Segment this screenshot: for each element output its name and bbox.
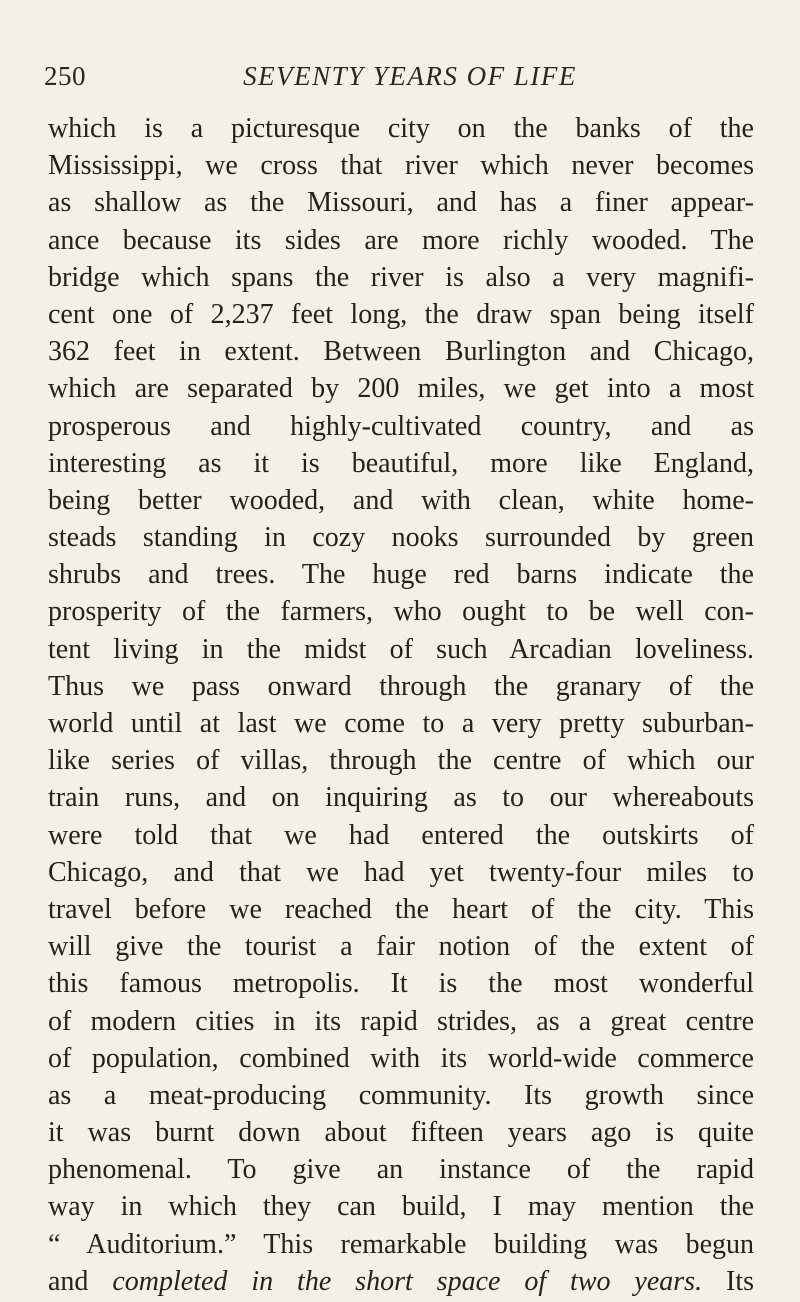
- text-line: like series of villas, through the centre of which our: [48, 745, 754, 777]
- text-line: it was burnt down about fifteen years ago is quite: [48, 1117, 754, 1149]
- text-line: phenomenal. To give an instance of the rapid: [48, 1154, 754, 1186]
- running-title: SEVENTY YEARS OF LIFE: [243, 61, 577, 91]
- text-line: as a meat-producing community. Its growth since: [48, 1079, 754, 1111]
- body-text: [48, 110, 754, 1300]
- text-line: of modern cities in its rapid strides, as a great centre: [48, 1005, 754, 1037]
- text-line: “ Auditorium.” This remarkable building was begun: [48, 1228, 754, 1260]
- text-line: cent one of 2,237 feet long, the draw span being itself: [48, 298, 754, 330]
- last-line-suffix: Its: [726, 1265, 754, 1297]
- text-line: 362 feet in extent. Between Burlington and Chicago,: [48, 336, 754, 368]
- italic-phrase: completed in the short space of two years.: [112, 1265, 703, 1297]
- text-line: Mississippi, we cross that river which never becomes: [48, 150, 754, 182]
- text-line: bridge which spans the river is also a very magnifi-: [48, 261, 754, 293]
- text-line: steads standing in cozy nooks surrounded by green: [48, 522, 754, 554]
- text-line: which are separated by 200 miles, we get into a most: [48, 373, 754, 405]
- running-head: [44, 56, 756, 96]
- text-line: Chicago, and that we had yet twenty-four miles to: [48, 856, 754, 888]
- text-line: travel before we reached the heart of the city. This: [48, 893, 754, 925]
- last-line-prefix: and: [48, 1265, 89, 1297]
- text-line: this famous metropolis. It is the most wonderful: [48, 968, 754, 1000]
- text-line: which is a picturesque city on the banks of the: [48, 113, 754, 144]
- text-line: interesting as it is beautiful, more like England,: [48, 447, 754, 479]
- text-line: will give the tourist a fair notion of the extent of: [48, 931, 754, 963]
- text-line: of population, combined with its world-wide commerce: [48, 1042, 754, 1074]
- text-line-last: [48, 1263, 754, 1300]
- text-line: tent living in the midst of such Arcadian loveliness.: [48, 633, 754, 665]
- text-line: as shallow as the Missouri, and has a finer appear-: [48, 187, 754, 219]
- text-line: prosperity of the farmers, who ought to be well con-: [48, 596, 754, 628]
- text-line: shrubs and trees. The huge red barns indicate the: [48, 559, 754, 591]
- page-number: 250: [44, 61, 86, 91]
- text-line: Thus we pass onward through the granary of the: [48, 670, 754, 702]
- text-line: ance because its sides are more richly wooded. The: [48, 224, 754, 256]
- text-line: prosperous and highly-cultivated country, and as: [48, 410, 754, 442]
- text-line: train runs, and on inquiring as to our whereabouts: [48, 782, 754, 814]
- text-line: world until at last we come to a very pretty suburban-: [48, 708, 754, 739]
- text-line: being better wooded, and with clean, white home-: [48, 484, 754, 516]
- text-line: were told that we had entered the outskirts of: [48, 819, 754, 851]
- text-line: way in which they can build, I may mention the: [48, 1191, 754, 1223]
